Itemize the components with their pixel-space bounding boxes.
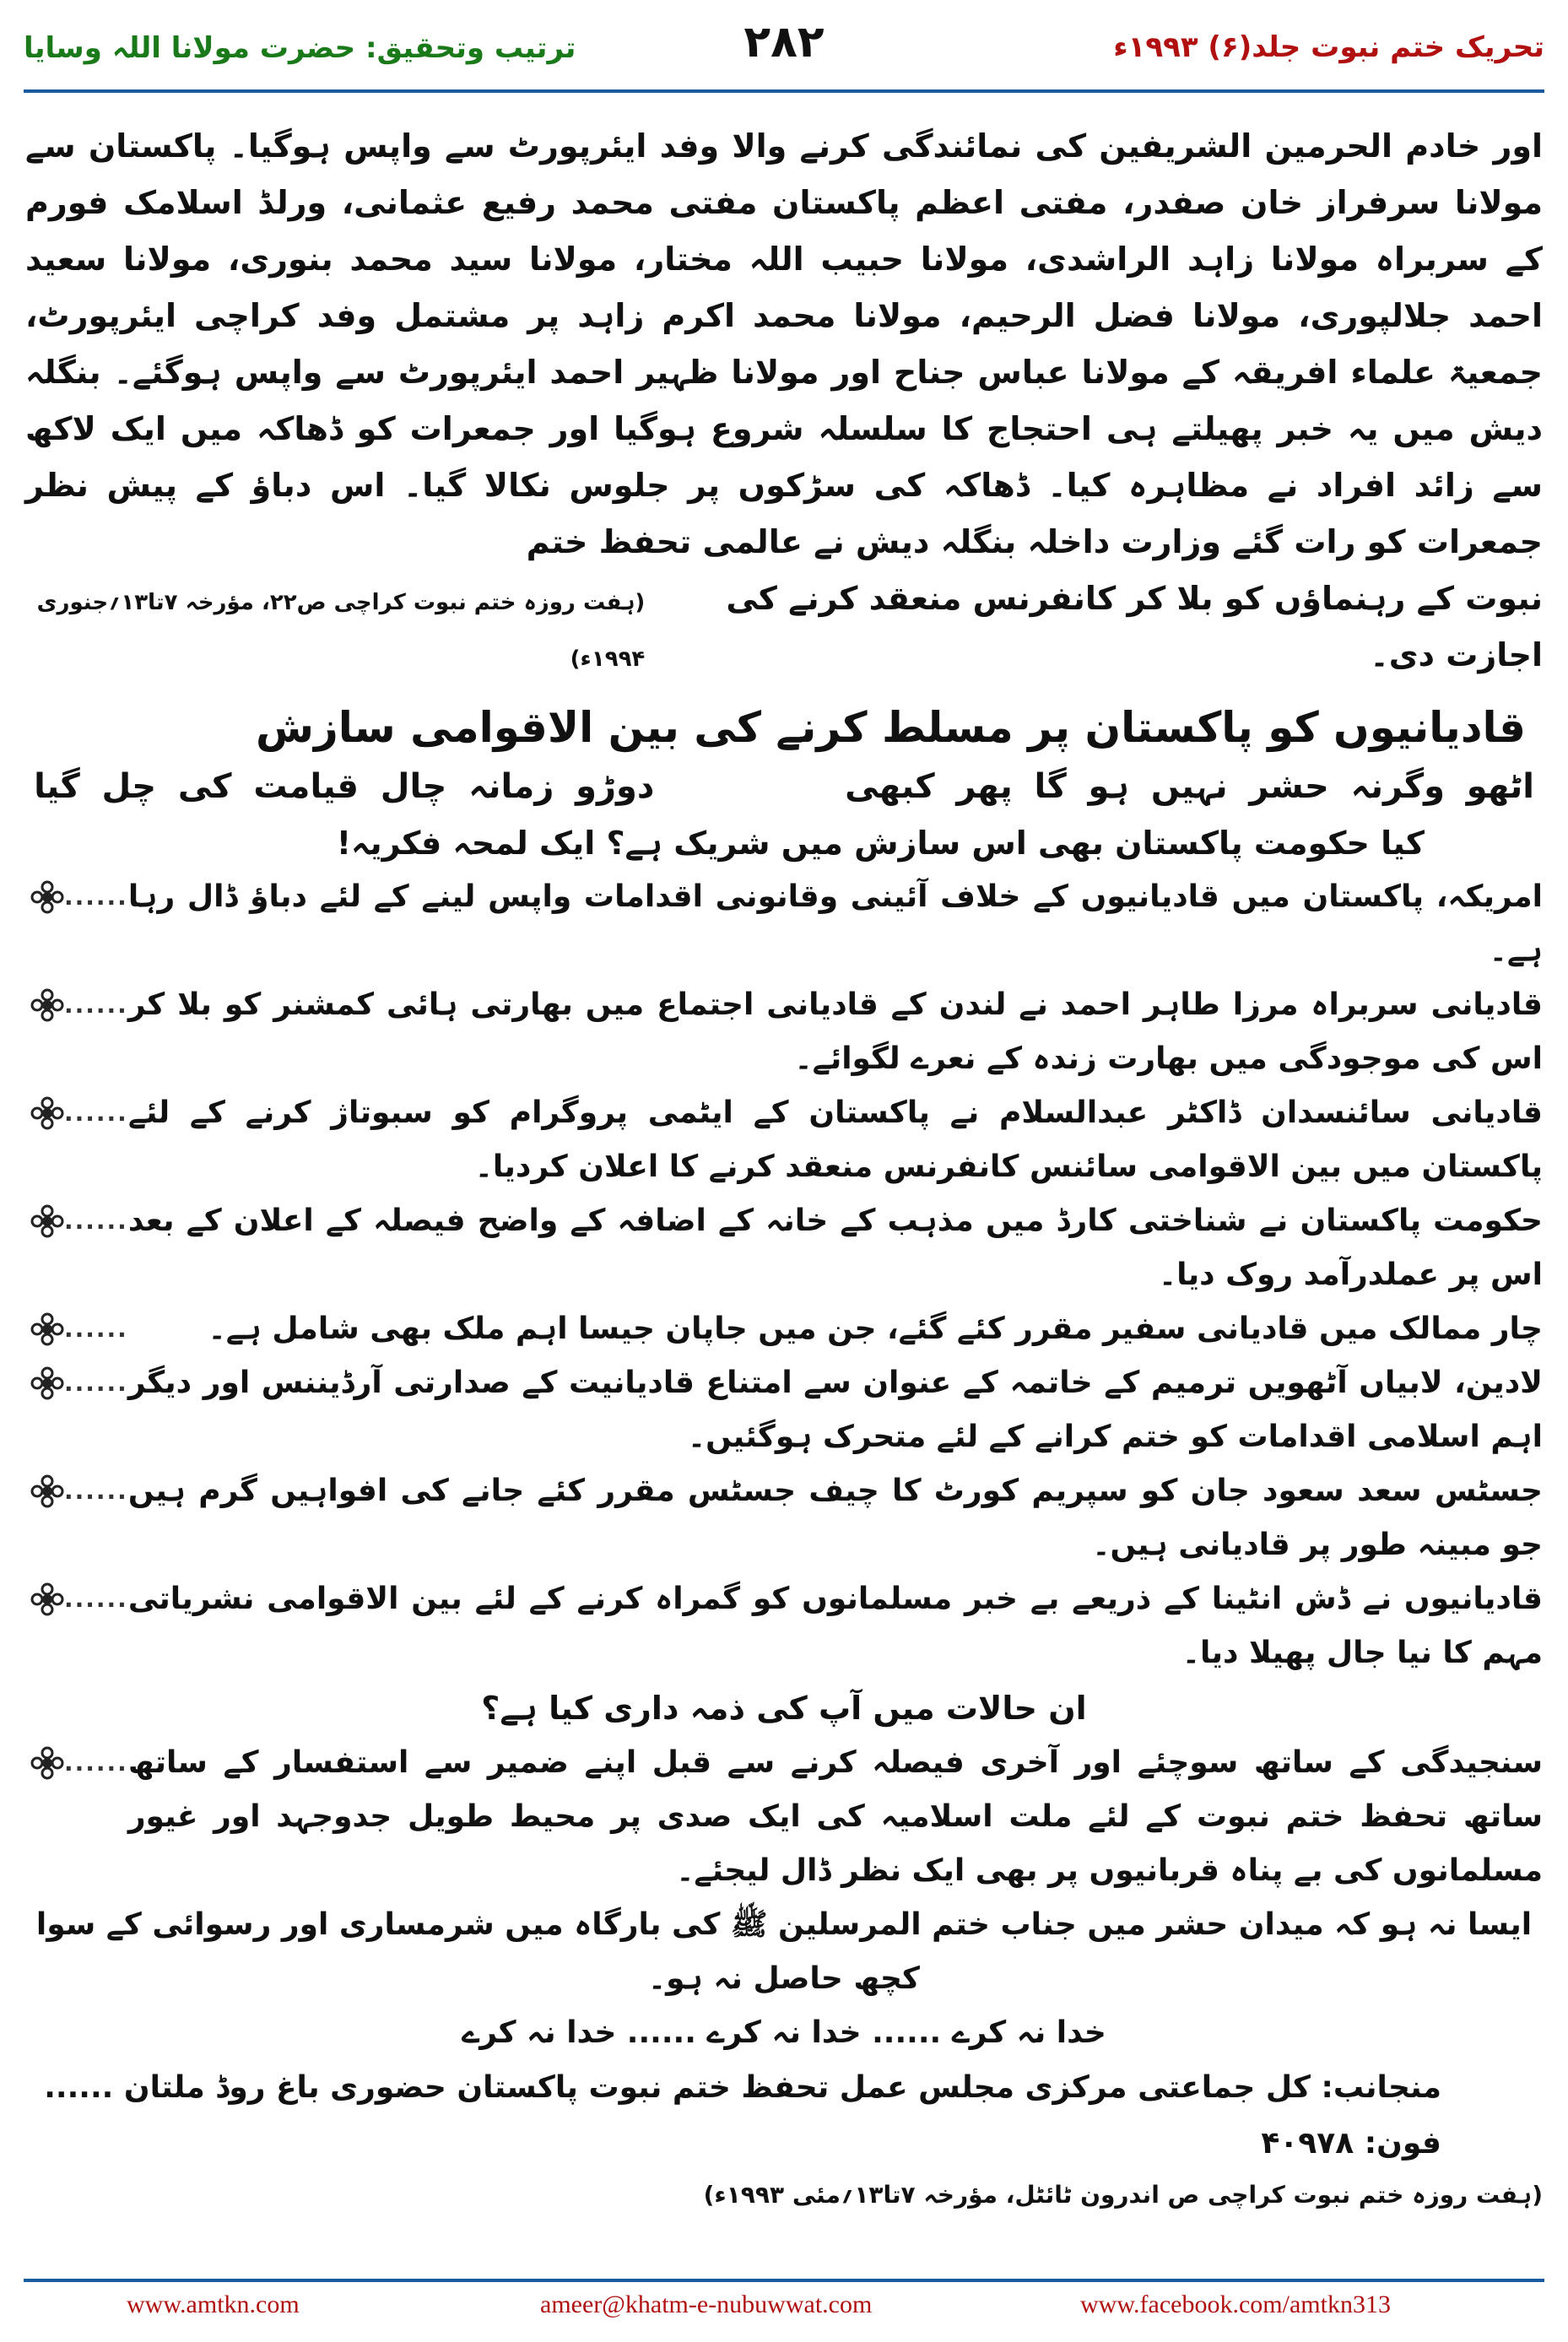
list-item: [25, 870, 1543, 978]
verse-word: وگرنہ: [1350, 767, 1446, 806]
list-item-text: قادیانی سائنسدان ڈاکٹر عبدالسلام نے پاکستان کے ایٹمی پروگرام کو سبوتاژ کرنے کے لئے پاکستان میں بین الاقوامی سائنس کانفرنس منعقد کرنے کا اعلان کردیا۔: [127, 1095, 1543, 1184]
flower-bullet-icon: [30, 880, 64, 914]
list-item-text: لادین، لابیاں آٹھویں ترمیم کے خاتمہ کے عنوان سے امتناع قادیانیت کے صدارتی آرڈیننس اور دیگر اہم اسلامی اقدامات کو ختم کرانے کے لئے متحرک ہوگئیں۔: [127, 1366, 1543, 1454]
intro-closing-row: [25, 571, 1543, 688]
bullet-marker: ......: [25, 1464, 128, 1518]
prayer-line: خدا نہ کرے ...... خدا نہ کرے ...... خدا نہ کرے: [462, 2015, 1106, 2050]
bullet-marker: ......: [25, 1572, 128, 1626]
flower-bullet-icon: [30, 1746, 64, 1780]
verse-word: پھر: [956, 767, 1013, 806]
flower-bullet-icon: [30, 1474, 64, 1508]
verse-word: حشر: [1249, 767, 1329, 806]
list-item: [25, 1356, 1543, 1464]
verse-word: کبھی: [845, 767, 935, 806]
list-item-text: سنجیدگی کے ساتھ سوچئے اور آخری فیصلہ کرنے سے قبل اپنے ضمیر سے استفسار کے ساتھ ساتھ تحفظ ختم نبوت کے لئے ملت اسلامیہ کی ایک صدی پر محیط طویل جدوجہد اور غیور مسلمانوں کی بے پناہ قربانیوں پر بھی ایک نظر ڈال لیجئے۔: [127, 1745, 1543, 1888]
list-item-text: جسٹس سعد سعود جان کو سپریم کورٹ کا چیف جسٹس مقرر کئے جانے کی افواہیں گرم ہیں جو مبینہ طور پر قادیانی ہیں۔: [127, 1474, 1543, 1562]
page-number: ۲۸۲: [743, 17, 825, 68]
flower-bullet-icon: [30, 1204, 64, 1238]
list-item-text: امریکہ، پاکستان میں قادیانیوں کے خلاف آئینی وقانونی اقدامات واپس لینے کے لئے دباؤ ڈال رہا ہے۔: [127, 879, 1543, 968]
footer-rule: [24, 2279, 1544, 2282]
verse-word: ہو: [1088, 767, 1130, 806]
verse-word: اٹھو: [1466, 767, 1534, 806]
verse-word: دوڑو: [576, 767, 655, 806]
footer-email-link[interactable]: ameer@khatm-e-nubuwwat.com: [540, 2291, 873, 2318]
header-compiler: ترتیب وتحقیق: حضرت مولانا اللہ وسایا: [24, 31, 576, 65]
intro-citation: (ہفت روزہ ختم نبوت کراچی ص۲۲، مؤرخہ ۷تا۱۳؍جنوری ۱۹۹۴ء): [36, 590, 646, 672]
verse-word: زمانہ: [468, 767, 554, 806]
bullet-marker: ......: [25, 870, 128, 924]
verse-line: [25, 757, 1543, 816]
verse-word: کی: [177, 767, 232, 806]
bullet-marker: ......: [25, 1086, 128, 1140]
bullet-marker: ......: [25, 978, 128, 1032]
verse-word: گا: [1034, 767, 1067, 806]
flower-bullet-icon: [30, 1366, 64, 1400]
warning-line: ایسا نہ ہو کہ میدان حشر میں جناب ختم المرسلین ﷺ کی بارگاہ میں شرمساری اور رسوائی کے سوا کچھ حاصل نہ ہو۔: [35, 1907, 1533, 1996]
final-citation: (ہفت روزہ ختم نبوت کراچی ص اندرون ٹائٹل، مؤرخہ ۷تا۱۳؍مئی ۱۹۹۳ء): [703, 2181, 1543, 2209]
page-header: [0, 0, 1568, 93]
footer-website-link[interactable]: www.amtkn.com: [127, 2291, 300, 2318]
responsibility-heading: ان حالات میں آپ کی ذمہ داری کیا ہے؟: [481, 1690, 1087, 1727]
header-book-title: تحریک ختم نبوت جلد(۶) ۱۹۹۳ء: [1113, 30, 1544, 64]
list-item: [25, 1572, 1543, 1680]
footer-facebook-link[interactable]: www.facebook.com/amtkn313: [1080, 2291, 1391, 2318]
page-body: [25, 118, 1543, 2219]
question-line: کیا حکومت پاکستان بھی اس سازش میں شریک ہے؟ ایک لمحہ فکریہ!: [336, 825, 1425, 862]
verse-word: چل: [101, 767, 157, 806]
intro-paragraph: اور خادم الحرمین الشریفین کی نمائندگی کرنے والا وفد ایئرپورٹ سے واپس ہوگیا۔ پاکستان سے مولانا سرفراز خان صفدر، مفتی اعظم پاکستان مفتی محمد رفیع عثمانی، ورلڈ اسلامک فورم کے سربراہ مولانا زاہد الراشدی، مولانا حبیب اللہ مختار، مولانا سید محمد بنوری، مولانا سعید احمد جلالپوری، مولانا فضل الرحیم، مولانا محمد اکرم زاہد پر مشتمل وفد کراچی ایئرپورٹ، جمعیۃ علماء افریقہ کے مولانا عباس جناح اور مولانا ظہیر احمد ایئرپورٹ سے واپس ہوگئے۔ بنگلہ دیش میں یہ خبر پھیلتے ہی احتجاج کا سلسلہ شروع ہوگیا اور جمعرات کو ڈھاکہ میں ایک لاکھ سے زائد افراد نے مظاہرہ کیا۔ ڈھاکہ کی سڑکوں پر جلوس نکالا گیا۔ اس دباؤ کے پیش نظر جمعرات کو رات گئے وزارت داخلہ بنگلہ دیش نے عالمی تحفظ ختم: [25, 127, 1543, 560]
flower-bullet-icon: [30, 1096, 64, 1130]
list-item-text: قادیانیوں نے ڈش انٹینا کے ذریعے بے خبر مسلمانوں کو گمراہ کرنے کے لئے بین الاقوامی نشریاتی مہم کا نیا جال پھیلا دیا۔: [127, 1582, 1543, 1670]
address-line: منجانب: کل جماعتی مرکزی مجلس عمل تحفظ ختم نبوت پاکستان حضوری باغ روڈ ملتان ...... فون: ۴۰۹۷۸: [44, 2070, 1441, 2161]
bullet-marker: ......: [25, 1356, 128, 1410]
verse-word: نہیں: [1150, 767, 1228, 806]
list-item: [25, 1736, 1543, 1898]
flower-bullet-icon: [30, 1312, 64, 1346]
page-footer: [0, 2285, 1568, 2336]
list-item-text: چار ممالک میں قادیانی سفیر مقرر کئے گئے، جن میں جاپان جیسا اہم ملک بھی شامل ہے۔: [208, 1312, 1543, 1346]
list-item-text: حکومت پاکستان نے شناختی کارڈ میں مذہب کے خانہ کے اضافہ کے واضح فیصلہ کے اعلان کے بعد اس پر عملدرآمد روک دیا۔: [127, 1203, 1543, 1292]
bullet-marker: ......: [25, 1194, 128, 1248]
intro-last-line: نبوت کے رہنماؤں کو بلا کر کانفرنس منعقد کرنے کی اجازت دی۔: [726, 580, 1543, 673]
list-item: [25, 1464, 1543, 1572]
flower-bullet-icon: [30, 988, 64, 1022]
header-rule: [24, 89, 1544, 93]
list-item: [25, 1086, 1543, 1194]
flower-bullet-icon: [30, 1582, 64, 1616]
list-item: [25, 978, 1543, 1086]
verse-word: قیامت: [253, 767, 359, 806]
verse-word: گیا: [34, 767, 80, 806]
list-item: [25, 1194, 1543, 1302]
section-heading: قادیانیوں کو پاکستان پر مسلط کرنے کی بین الاقوامی سازش: [255, 703, 1526, 752]
verse-word: چال: [380, 767, 447, 806]
bullet-marker: ......: [25, 1736, 128, 1790]
list-item: [25, 1302, 1543, 1356]
bullet-marker: ......: [25, 1302, 128, 1356]
list-item-text: قادیانی سربراہ مرزا طاہر احمد نے لندن کے قادیانی اجتماع میں بھارتی ہائی کمشنر کو بلا کر اس کی موجودگی میں بھارت زندہ کے نعرے لگوائے۔: [127, 987, 1543, 1076]
